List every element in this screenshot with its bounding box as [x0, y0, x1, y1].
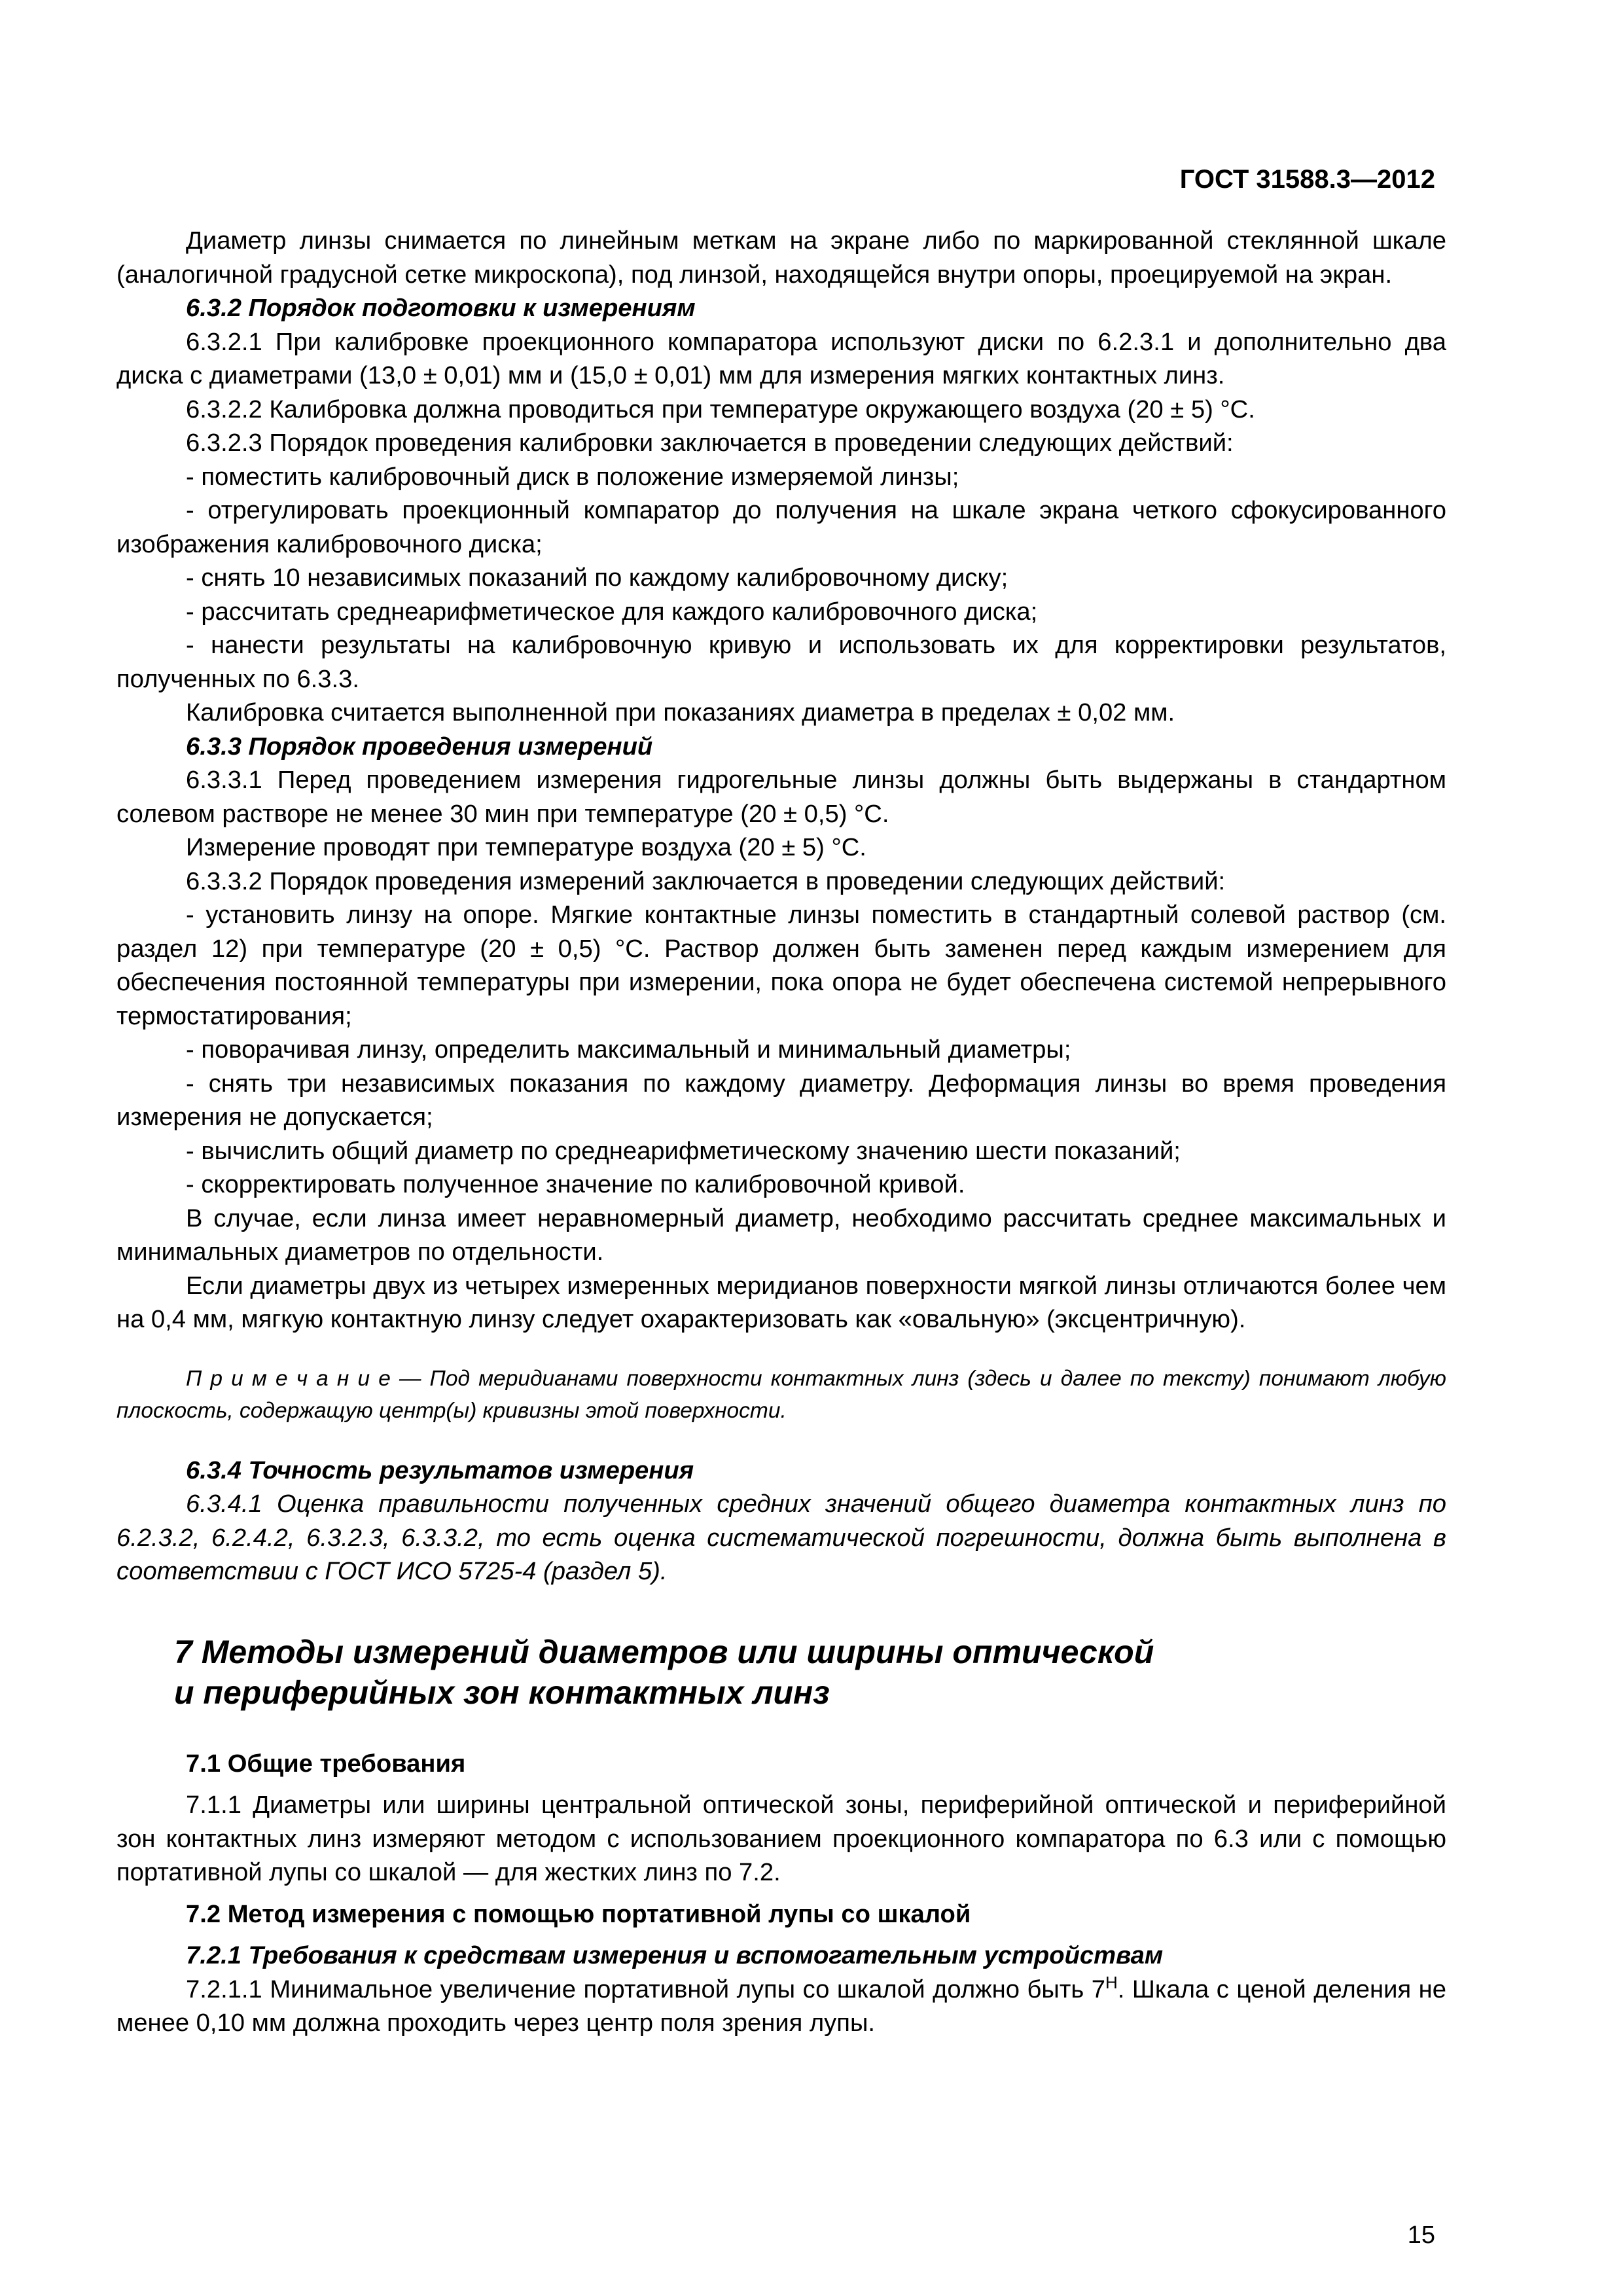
subsection-heading-7-2-1: 7.2.1 Требования к средствам измерения и вспомогательным устройствам: [186, 1941, 1164, 1969]
paragraph-7-2-1-1: [116, 1973, 1446, 2040]
section-heading-7: [116, 1632, 1446, 1713]
paragraph-calibration-limit: Калибровка считается выполненной при показаниях диаметра в пределах ± 0,02 мм.: [186, 698, 1175, 726]
list-item: - вычислить общий диаметр по среднеарифметическому значению шести показаний;: [186, 1136, 1181, 1165]
document-id-header: ГОСТ 31588.3—2012: [1179, 165, 1435, 194]
section-heading-7-line-1: 7 Методы измерений диаметров или ширины оптической: [174, 1633, 1154, 1670]
list-item: - нанести результаты на калибровочную кривую и использовать их для корректировки результатов, полученных по 6.3.3.: [116, 631, 1446, 693]
list-item: - рассчитать среднеарифметическое для каждого калибровочного диска;: [186, 597, 1038, 626]
paragraph-7-2-1-1-part-2: . Шкала с ценой деления не менее 0,10 мм должна проходить через центр поля зрения лупы.: [116, 1975, 1446, 2037]
list-item: - снять три независимых показания по каждому диаметру. Деформация линзы во время проведения измерения не допускается;: [116, 1069, 1446, 1131]
paragraph-6-3-3-2: 6.3.3.2 Порядок проведения измерений заключается в проведении следующих действий:: [186, 867, 1226, 895]
paragraph-6-3-2-2: 6.3.2.2 Калибровка должна проводиться при температуре окружающего воздуха (20 ± 5) °С.: [186, 395, 1255, 423]
subsection-heading-6-3-4: 6.3.4 Точность результатов измерения: [186, 1456, 694, 1484]
paragraph-oval-lens: Если диаметры двух из четырех измеренных меридианов поверхности мягкой линзы отличаются более чем на 0,4 мм, мягкую контактную линзу следует охарактеризовать как «овальную» (эксцентричную).: [116, 1271, 1446, 1333]
subsection-heading-6-3-2: 6.3.2 Порядок подготовки к измерениям: [186, 294, 696, 322]
list-item: - отрегулировать проекционный компаратор до получения на шкале экрана четкого сфокусированного изображения калибровочного диска;: [116, 496, 1446, 558]
note-meridians: П р и м е ч а н и е — Под меридианами поверхности контактных линз (здесь и далее по тексту) понимают любую плоскость, содержащую центр(ы) кривизны этой поверхности.: [116, 1366, 1446, 1423]
magnification-superscript: Н: [1105, 1972, 1118, 1992]
subsection-heading-6-3-3: 6.3.3 Порядок проведения измерений: [186, 732, 653, 761]
paragraph-air-temperature: Измерение проводят при температуре воздуха (20 ± 5) °С.: [186, 833, 866, 861]
paragraph-6-3-2-3: 6.3.2.3 Порядок проведения калибровки заключается в проведении следующих действий:: [186, 429, 1234, 457]
paragraph-lens-diameter: Диаметр линзы снимается по линейным меткам на экране либо по маркированной стеклянной шкале (аналогичной градусной сетке микроскопа), под линзой, находящейся внутри опоры, проецируемой на экран.: [116, 226, 1446, 289]
paragraph-6-3-2-1: 6.3.2.1 При калибровке проекционного компаратора используют диски по 6.2.3.1 и дополнительно два диска с диаметрами (13,0 ± 0,01) мм и (15,0 ± 0,01) мм для измерения мягких контактных линз.: [116, 327, 1446, 389]
paragraph-7-1-1: 7.1.1 Диаметры или ширины центральной оптической зоны, периферийной оптической и периферийной зон контактных линз измеряют методом с использованием проекционного компаратора по 6.3 или с помощью портативной лупы со шкалой — для жестких линз по 7.2.: [116, 1791, 1446, 1886]
paragraph-uneven-diameter: В случае, если линза имеет неравномерный диаметр, необходимо рассчитать среднее максимальных и минимальных диаметров по отдельности.: [116, 1204, 1446, 1266]
heading-7-2: 7.2 Метод измерения с помощью портативной лупы со шкалой: [186, 1899, 971, 1928]
list-item: - установить линзу на опоре. Мягкие контактные линзы поместить в стандартный солевой раствор (см. раздел 12) при температуре (20 ± 0,5) °С. Раствор должен быть заменен перед каждым измерением для обеспечения постоянной температуры при измерении, пока опора не будет обеспечена системой непрерывного термостатирования;: [116, 901, 1446, 1030]
paragraph-6-3-4-1: 6.3.4.1 Оценка правильности полученных средних значений общего диаметра контактных линз по 6.2.3.2, 6.2.4.2, 6.3.2.3, 6.3.3.2, то есть оценка систематической погрешности, должна быть выполнена в соответствии с ГОСТ ИСО 5725-4 (раздел 5).: [116, 1490, 1446, 1585]
list-item: - поместить калибровочный диск в положение измеряемой линзы;: [186, 462, 959, 491]
list-item: - снять 10 независимых показаний по каждому калибровочному диску;: [186, 564, 1008, 592]
page-body: [116, 224, 1446, 2040]
paragraph-6-3-3-1: 6.3.3.1 Перед проведением измерения гидрогельные линзы должны быть выдержаны в стандартном солевом растворе не менее 30 мин при температуре (20 ± 0,5) °С.: [116, 766, 1446, 828]
section-heading-7-line-2: и периферийных зон контактных линз: [174, 1674, 830, 1711]
heading-7-1: 7.1 Общие требования: [186, 1749, 466, 1778]
list-item: - поворачивая линзу, определить максимальный и минимальный диаметры;: [186, 1035, 1071, 1064]
page-number: 15: [1407, 2221, 1435, 2249]
list-item: - скорректировать полученное значение по калибровочной кривой.: [186, 1170, 965, 1198]
paragraph-7-2-1-1-part-1: 7.2.1.1 Минимальное увеличение портативной лупы со шкалой должно быть 7: [186, 1975, 1105, 2003]
